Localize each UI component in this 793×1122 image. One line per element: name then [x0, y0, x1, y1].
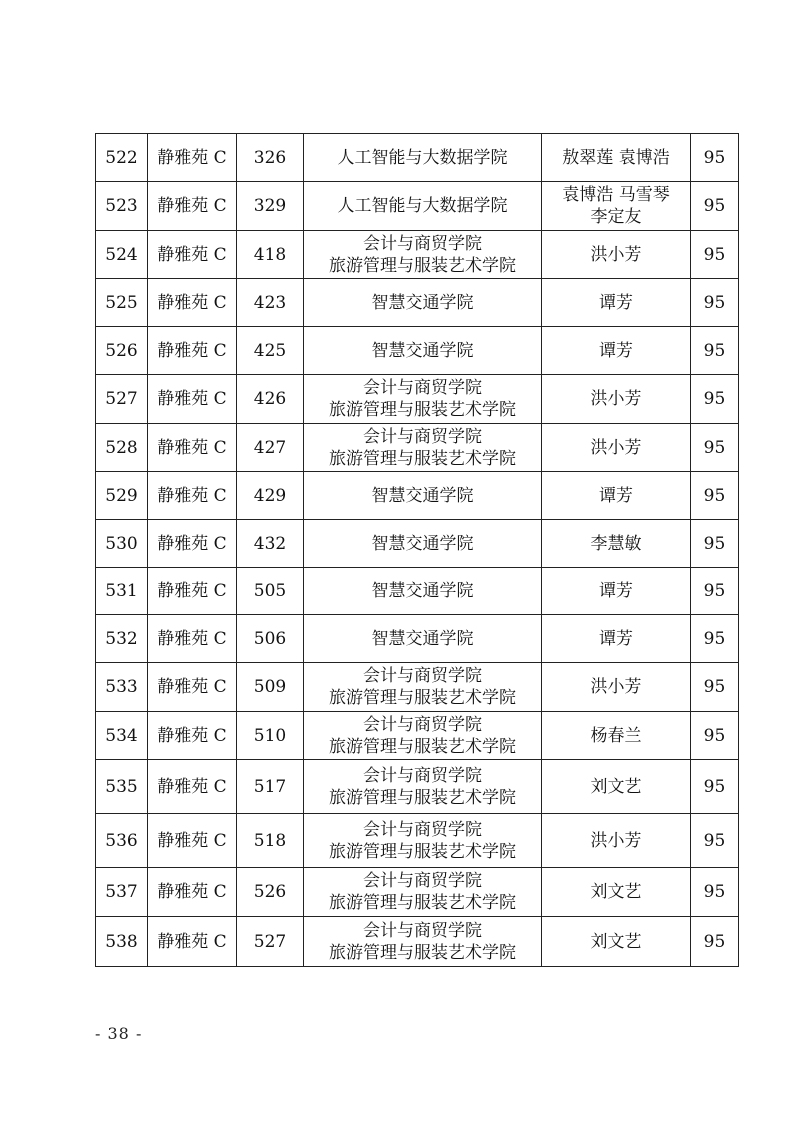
cell-college-line: 旅游管理与服装艺术学院 [329, 893, 516, 913]
cell-college [304, 134, 542, 182]
cell-college [304, 182, 542, 231]
cell-serial-number: 525 [96, 279, 148, 327]
cell-score: 95 [691, 327, 739, 375]
cell-room-number: 510 [237, 712, 304, 760]
cell-score: 95 [691, 182, 739, 231]
cell-college [304, 615, 542, 663]
table-row [96, 568, 739, 615]
cell-serial-number: 532 [96, 615, 148, 663]
cell-manager-line: 洪小芳 [590, 830, 642, 851]
cell-building: 静雅苑 C [148, 279, 237, 327]
cell-college-line: 旅游管理与服装艺术学院 [329, 255, 516, 276]
cell-college [304, 231, 542, 279]
cell-manager [542, 182, 691, 231]
cell-building: 静雅苑 C [148, 917, 237, 967]
cell-score: 95 [691, 424, 739, 472]
cell-college-line: 会计与商贸学院 [363, 920, 482, 941]
cell-score: 95 [691, 134, 739, 182]
table-row [96, 712, 739, 760]
cell-manager-line: 杨春兰 [590, 725, 642, 746]
cell-manager [542, 472, 691, 520]
cell-manager [542, 327, 691, 375]
cell-college-line: 会计与商贸学院 [363, 765, 482, 786]
cell-serial-number: 535 [96, 760, 148, 814]
cell-manager [542, 375, 691, 424]
cell-serial-number: 531 [96, 568, 148, 615]
cell-manager [542, 917, 691, 967]
cell-score: 95 [691, 712, 739, 760]
cell-building: 静雅苑 C [148, 327, 237, 375]
cell-manager [542, 712, 691, 760]
table-row [96, 520, 739, 568]
table-row [96, 182, 739, 231]
table-row [96, 868, 739, 917]
cell-building: 静雅苑 C [148, 712, 237, 760]
cell-college-line: 会计与商贸学院 [363, 233, 482, 254]
cell-manager-line: 洪小芳 [590, 677, 642, 697]
cell-college [304, 760, 542, 814]
cell-building: 静雅苑 C [148, 520, 237, 568]
cell-serial-number: 529 [96, 472, 148, 520]
cell-manager-line: 洪小芳 [590, 437, 642, 458]
cell-score: 95 [691, 760, 739, 814]
cell-college-line: 智慧交通学院 [371, 485, 474, 506]
cell-manager [542, 814, 691, 868]
table-row [96, 615, 739, 663]
cell-score: 95 [691, 917, 739, 967]
cell-score: 95 [691, 231, 739, 279]
cell-serial-number: 536 [96, 814, 148, 868]
cell-score: 95 [691, 568, 739, 615]
cell-room-number: 509 [237, 663, 304, 712]
cell-room-number: 326 [237, 134, 304, 182]
cell-score: 95 [691, 472, 739, 520]
cell-manager [542, 760, 691, 814]
cell-serial-number: 522 [96, 134, 148, 182]
cell-manager-line: 李定友 [590, 207, 642, 227]
table-row [96, 472, 739, 520]
cell-college-line: 智慧交通学院 [371, 533, 474, 554]
table-row [96, 760, 739, 814]
cell-college-line: 会计与商贸学院 [363, 426, 482, 447]
cell-serial-number: 527 [96, 375, 148, 424]
cell-college [304, 520, 542, 568]
cell-serial-number: 530 [96, 520, 148, 568]
cell-serial-number: 528 [96, 424, 148, 472]
cell-room-number: 423 [237, 279, 304, 327]
cell-manager-line: 谭芳 [599, 485, 633, 506]
cell-manager-line: 谭芳 [599, 340, 633, 361]
cell-college [304, 868, 542, 917]
cell-manager-line: 刘文艺 [590, 882, 642, 902]
cell-room-number: 426 [237, 375, 304, 424]
cell-score: 95 [691, 663, 739, 712]
cell-serial-number: 537 [96, 868, 148, 917]
cell-college-line: 旅游管理与服装艺术学院 [329, 688, 516, 708]
cell-college-line: 会计与商贸学院 [363, 666, 482, 686]
cell-building: 静雅苑 C [148, 231, 237, 279]
cell-college-line: 智慧交通学院 [371, 581, 474, 601]
dormitory-score-table [95, 133, 739, 967]
cell-building: 静雅苑 C [148, 568, 237, 615]
table-row [96, 917, 739, 967]
cell-manager-line: 刘文艺 [590, 776, 642, 797]
cell-room-number: 427 [237, 424, 304, 472]
cell-building: 静雅苑 C [148, 424, 237, 472]
cell-manager [542, 868, 691, 917]
cell-serial-number: 534 [96, 712, 148, 760]
cell-room-number: 329 [237, 182, 304, 231]
cell-manager-line: 敖翠莲 袁博浩 [562, 147, 670, 168]
cell-building: 静雅苑 C [148, 760, 237, 814]
cell-building: 静雅苑 C [148, 375, 237, 424]
table-row [96, 279, 739, 327]
table-row [96, 327, 739, 375]
cell-room-number: 418 [237, 231, 304, 279]
cell-building: 静雅苑 C [148, 663, 237, 712]
cell-serial-number: 538 [96, 917, 148, 967]
table-row [96, 424, 739, 472]
cell-college [304, 279, 542, 327]
cell-room-number: 517 [237, 760, 304, 814]
cell-college [304, 375, 542, 424]
cell-college-line: 会计与商贸学院 [363, 714, 482, 735]
cell-manager [542, 424, 691, 472]
cell-college [304, 814, 542, 868]
cell-college [304, 327, 542, 375]
cell-room-number: 432 [237, 520, 304, 568]
table-row [96, 231, 739, 279]
cell-building: 静雅苑 C [148, 814, 237, 868]
cell-college-line: 人工智能与大数据学院 [337, 147, 508, 168]
cell-manager [542, 134, 691, 182]
cell-building: 静雅苑 C [148, 182, 237, 231]
cell-college [304, 917, 542, 967]
page-number: - 38 - [95, 1024, 143, 1043]
cell-college-line: 智慧交通学院 [371, 628, 474, 649]
cell-score: 95 [691, 868, 739, 917]
cell-score: 95 [691, 615, 739, 663]
table-row [96, 134, 739, 182]
cell-college-line: 旅游管理与服装艺术学院 [329, 448, 516, 469]
cell-college-line: 旅游管理与服装艺术学院 [329, 736, 516, 757]
cell-serial-number: 523 [96, 182, 148, 231]
cell-manager [542, 615, 691, 663]
cell-score: 95 [691, 520, 739, 568]
cell-building: 静雅苑 C [148, 472, 237, 520]
cell-manager-line: 洪小芳 [590, 244, 642, 265]
cell-serial-number: 526 [96, 327, 148, 375]
cell-college-line: 旅游管理与服装艺术学院 [329, 841, 516, 862]
cell-building: 静雅苑 C [148, 868, 237, 917]
cell-college [304, 424, 542, 472]
cell-manager [542, 568, 691, 615]
cell-manager-line: 谭芳 [599, 628, 633, 649]
table-row [96, 663, 739, 712]
cell-college [304, 472, 542, 520]
cell-college-line: 会计与商贸学院 [363, 378, 482, 398]
cell-manager-line: 谭芳 [599, 292, 633, 313]
table-body [96, 134, 739, 967]
cell-manager [542, 663, 691, 712]
cell-building: 静雅苑 C [148, 615, 237, 663]
cell-manager-line: 李慧敏 [590, 533, 642, 554]
cell-college-line: 旅游管理与服装艺术学院 [329, 787, 516, 808]
cell-college [304, 568, 542, 615]
cell-serial-number: 524 [96, 231, 148, 279]
cell-college-line: 会计与商贸学院 [363, 819, 482, 840]
cell-college-line: 智慧交通学院 [371, 340, 474, 361]
cell-manager-line: 洪小芳 [590, 389, 642, 409]
cell-room-number: 506 [237, 615, 304, 663]
cell-room-number: 527 [237, 917, 304, 967]
cell-score: 95 [691, 814, 739, 868]
cell-score: 95 [691, 279, 739, 327]
cell-room-number: 526 [237, 868, 304, 917]
cell-college-line: 人工智能与大数据学院 [337, 196, 508, 216]
cell-manager-line: 刘文艺 [590, 931, 642, 952]
cell-college-line: 旅游管理与服装艺术学院 [329, 942, 516, 963]
cell-manager [542, 520, 691, 568]
cell-college [304, 663, 542, 712]
cell-room-number: 425 [237, 327, 304, 375]
cell-score: 95 [691, 375, 739, 424]
cell-manager [542, 231, 691, 279]
cell-manager-line: 袁博浩 马雪琴 [562, 185, 670, 205]
cell-college-line: 会计与商贸学院 [363, 871, 482, 891]
table-row [96, 814, 739, 868]
table-row [96, 375, 739, 424]
cell-serial-number: 533 [96, 663, 148, 712]
cell-manager [542, 279, 691, 327]
cell-room-number: 518 [237, 814, 304, 868]
cell-room-number: 505 [237, 568, 304, 615]
cell-college-line: 智慧交通学院 [371, 292, 474, 313]
cell-college [304, 712, 542, 760]
cell-building: 静雅苑 C [148, 134, 237, 182]
cell-room-number: 429 [237, 472, 304, 520]
cell-college-line: 旅游管理与服装艺术学院 [329, 400, 516, 420]
cell-manager-line: 谭芳 [599, 581, 633, 601]
